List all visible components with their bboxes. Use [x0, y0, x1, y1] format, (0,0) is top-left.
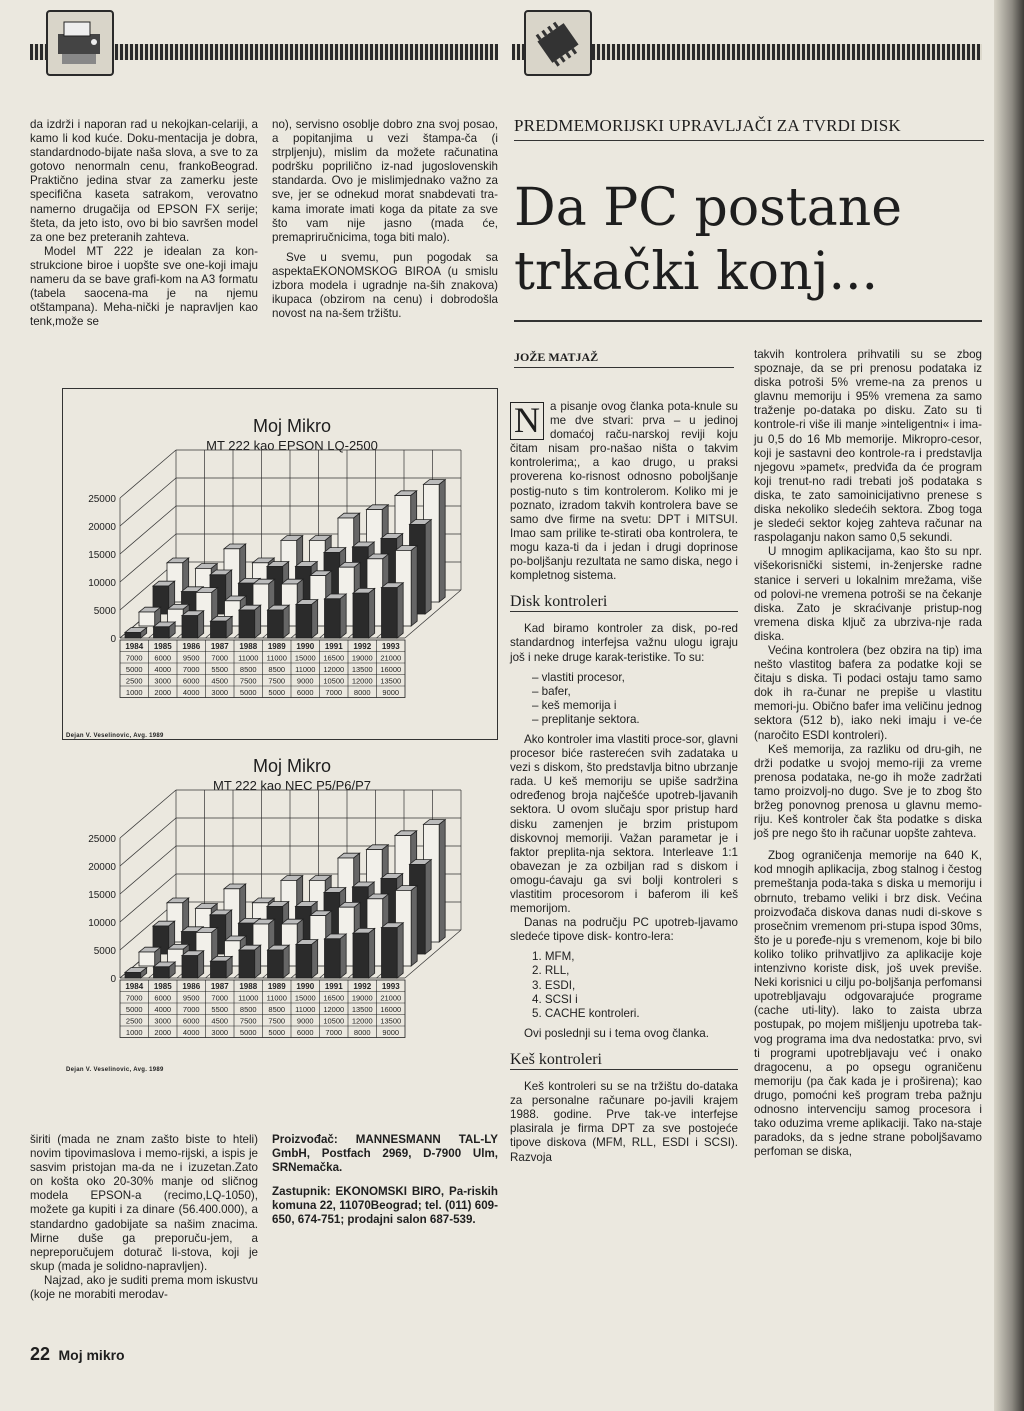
data-label: 4000 [182, 1028, 200, 1037]
headline-line-2: trkački konj... [514, 242, 879, 302]
data-label: 13500 [380, 1016, 402, 1026]
data-label: 9500 [182, 993, 200, 1003]
data-label: 5000 [268, 1028, 286, 1037]
chart-bar [182, 611, 204, 638]
data-label: 9000 [296, 676, 314, 686]
x-tick-label: 1993 [381, 982, 400, 991]
chart-data-table [120, 640, 405, 698]
data-label: 8500 [268, 665, 286, 674]
headline-rule [514, 320, 982, 322]
chart-epson [62, 408, 472, 733]
data-label: 7500 [239, 676, 257, 686]
chart-title: Moj Mikro [252, 416, 332, 436]
data-label: 16500 [323, 653, 345, 663]
data-label: 2500 [125, 676, 143, 686]
chart-bar [296, 940, 318, 978]
y-tick-label: 15000 [88, 890, 116, 901]
y-tick-label: 5000 [93, 946, 116, 957]
list-item: 5. CACHE kontroleri. [532, 1006, 640, 1020]
data-label: 7000 [211, 653, 229, 663]
data-label: 21000 [380, 653, 402, 663]
y-tick-label: 0 [110, 634, 116, 645]
chart-bar [154, 962, 176, 978]
y-tick-label: 0 [110, 974, 116, 985]
data-label: 6000 [296, 688, 314, 697]
chart-bar [353, 588, 375, 638]
chart-bar [154, 622, 176, 638]
data-label: 8500 [239, 1005, 257, 1014]
data-label: 13500 [380, 676, 402, 686]
list-item: 1. MFM, [532, 950, 575, 964]
data-label: 11000 [238, 993, 259, 1003]
paragraph: širiti (mada ne znam zašto biste to hteli) novim tipovimaslova i memo-rijski, a ispis je sasvim pristojan ma-da ne i izuzetan.Zato on košta oko 20-30% manje od sličnog modela EPSON-a (recimo,LQ-1050), možete ga kupiti i za dinare (56.400.000), a standardno gadobijate sa našim znacima. Mirne duše ga preporuču-jem, a nepreporučujem doturač li-stova, koji je skup (mada je solidno-napravljen). [30, 1133, 258, 1273]
manufacturer-info: Proizvođač: MANNESMANN TAL-LY GmbH, Postfach 2969, D-7900 Ulm, SRNemačka. [272, 1133, 498, 1175]
article-author: JOŽE MATJAŽ [514, 350, 734, 368]
x-tick-label: 1990 [296, 982, 315, 991]
data-label: 9000 [296, 1016, 314, 1026]
data-label: 12000 [323, 665, 345, 674]
data-label: 7000 [325, 688, 343, 697]
chart-data-table [120, 980, 405, 1038]
data-label: 1000 [125, 1028, 143, 1037]
data-label: 7500 [268, 1016, 286, 1026]
data-label: 8500 [268, 1005, 286, 1014]
chart-subtitle: MT 222 kao NEC P5/P6/P7 [212, 778, 372, 793]
data-label: 9000 [382, 1028, 400, 1037]
data-label: 11000 [295, 665, 316, 674]
data-label: 5000 [239, 688, 257, 697]
paragraph: Najzad, ako je suditi prema mom iskustvu (koje ne morabiti merodav- [30, 1273, 258, 1302]
x-tick-label: 1988 [239, 642, 258, 651]
x-tick-label: 1985 [153, 642, 172, 651]
headline-line-1: Da PC postane [514, 178, 902, 238]
y-tick-label: 25000 [88, 494, 116, 505]
data-label: 11000 [238, 653, 259, 663]
article-kicker: PREDMEMORIJSKI UPRAVLJAČI ZA TVRDI DISK [514, 116, 984, 141]
data-label: 12000 [323, 1005, 345, 1014]
chart-title: Moj Mikro [252, 756, 332, 776]
chart-bar [325, 934, 347, 978]
data-label: 9500 [182, 653, 200, 663]
paragraph: no), servisno osoblje dobro zna svoj posao, a popitanjima u vezi štampa-ča (i strpljenju), mislim da možete računatina podršku popriličnо iz-nad jugoslovenskih standarda. Ovo je mislimjednako važno za sve, jer se odnekud morat snabdevati tra-kama imorate imati koga da pitate za sve što vam nije jasno (mada će, premapriručnicima, toga biti malo). [272, 118, 498, 244]
paragraph: Keš kontroleri su se na tržištu do-dataka za personalne računare po-javili krajem 1988. godine. Prve tak-ve interfejse plasirala je firma DPT za sve postojeće tipove diskova (MFM, RLL, ESDI i SCSI). Razvoja [510, 1080, 738, 1164]
data-label: 7000 [182, 665, 200, 674]
x-tick-label: 1991 [324, 982, 343, 991]
chart-svg [62, 408, 472, 728]
chart-bar [125, 968, 147, 978]
x-tick-label: 1984 [125, 642, 144, 651]
data-label: 16000 [380, 1005, 402, 1014]
list-item: – vlastiti procesor, [532, 670, 625, 684]
paragraph: Ako kontroler ima vlastiti proce-sor, glavni procesor biće rasterećen svih zadataka u vezi s diskom, što predstavlja bitno ubrzanje rada. U keš memoriju se upiše sadržina određenog broja najčešće upotreb-ljavanih sektora. U ovom slučaju spor pristup hard disku zamenjen je brzim pristupom diskovnoj memoriji. Važan parametar je i faktor preplita-nja sektora. Interleave 1:1 obavezan je za ozbiljan rad s diskom i omogu-ćavaju ga svi bolji kontroleri s vlastitim procesorom i baferom ili keš memorijom. [510, 732, 738, 916]
data-label: 6000 [296, 1028, 314, 1037]
x-tick-label: 1992 [353, 642, 372, 651]
dash-list [510, 671, 738, 727]
printer-icon [46, 10, 114, 76]
chip-icon [524, 10, 592, 76]
data-label: 15000 [294, 993, 316, 1003]
y-tick-label: 10000 [88, 918, 116, 929]
x-tick-label: 1989 [267, 642, 286, 651]
data-label: 5500 [211, 665, 229, 674]
chart-bar [268, 605, 290, 638]
data-label: 11000 [266, 653, 287, 663]
x-tick-label: 1989 [267, 982, 286, 991]
data-label: 6000 [182, 676, 200, 686]
distributor-info: Zastupnik: EKONOMSKI BIRO, Pa-riskih komuna 22, 11070Beograd; tel. (011) 609-650, 674-751; prodajni salon 687-539. [272, 1185, 498, 1227]
paragraph: Keš memorija, za razliku od dru-gih, ne drži podatke u svojoj memo-riji za vreme prenosa podataka, ne-go ih može zadržati tamo proizvolj-no dugo. Sve je to zbog što bržeg ponovnog prenosa u glavnu memo-riju. Keš kontroler čak šta podatke s diska još pre nego što ih računar uopšte zahteva. [754, 742, 982, 841]
y-tick-label: 10000 [88, 578, 116, 589]
column-2-text [272, 118, 498, 321]
chart-credit: Dejan V. Veselinovic, Avg. 1989 [66, 1067, 164, 1073]
data-label: 10500 [323, 1016, 345, 1026]
subheading-kes-kontroleri: Keš kontroleri [510, 1053, 738, 1070]
data-label: 16000 [380, 665, 402, 674]
data-label: 4000 [154, 1005, 172, 1014]
data-label: 7000 [325, 1028, 343, 1037]
data-label: 3000 [211, 688, 229, 697]
paragraph: Ovi poslednji su i tema ovog članka. [524, 1026, 709, 1040]
data-label: 5000 [125, 1005, 143, 1014]
data-label: 3000 [154, 1016, 172, 1026]
subheading-disk-kontroleri: Disk kontroleri [510, 595, 738, 612]
data-label: 8000 [353, 688, 371, 697]
data-label: 5000 [239, 1028, 257, 1037]
intro-paragraph: a pisanje ovog članka pota-knule su me dve stvari: prva – u jedinoj domaćoj raču-narskoj reviji koju čitam nisam pro-našao ništa o takvim kontrolerima;, a kao drugo, u praksi proverena ko-risnost odnosno poboljšanje postig-nuto s tim kontrolerom. Koliko mi je poznato, izradom takvih kontrolera bave se samo dve firme na svetu: DPT i MITSUI. Imao sam prilike te-stirati oba kontrolera, te mogu kaza-ti da i jedan i drugi doprinose po-boljšanju rezultata ne samo diska, nego i kompletnog sistema. [510, 400, 738, 583]
paragraph: Model MT 222 je idealan za kon-strukcione biroe i uopšte sve one-koji imaju nameru da se bave grafi-kom na A3 formatu (tabela saocena-ma je na njemu otštampana). Meha-nički je napravljen kao tenk,može se [30, 244, 258, 329]
paragraph: Danas na području PC upotreb-ljavamo sledeće tipove disk- kontro-lera: [510, 916, 738, 944]
data-label: 7000 [211, 993, 229, 1003]
list-item: – preplitanje sektora. [532, 712, 640, 726]
page-number: 22 [30, 1344, 51, 1364]
data-label: 6000 [182, 1016, 200, 1026]
data-label: 5000 [268, 688, 286, 697]
x-tick-label: 1984 [125, 982, 144, 991]
data-label: 4000 [182, 688, 200, 697]
paragraph: da izdrži i naporan rad u nekojkan-celariji, a kamo li kod kuće. Doku-mentacija je dobra, standardnodo-bijate naša slova, a sve to za gotovo nenormaln cenu, frankoBeograd. Praktično jedina stvar za zamerku jeste specifična kaseta satrakom, verovatno namerno drugačija od EPSON FX serije; šteta, da jeto isto, ovo bi bio savršen model za one bez preteranih zahteva. [30, 118, 258, 244]
data-label: 21000 [380, 993, 402, 1003]
drop-cap: N [510, 402, 544, 440]
y-tick-label: 25000 [88, 834, 116, 845]
x-tick-label: 1985 [153, 982, 172, 991]
x-tick-label: 1990 [296, 642, 315, 651]
chart-subtitle: MT 222 kao EPSON LQ-2500 [206, 438, 378, 453]
data-label: 6000 [154, 653, 172, 663]
list-item: 3. ESDI, [532, 978, 576, 992]
page-footer [30, 1344, 125, 1365]
data-label: 5500 [211, 1005, 229, 1014]
magazine-name: Moj mikro [58, 1347, 125, 1363]
data-label: 6000 [154, 993, 172, 1003]
data-label: 1000 [125, 688, 143, 697]
chart-bar [382, 583, 404, 638]
chart-credit: Dejan V. Veselinovic, Avg. 1989 [66, 733, 164, 739]
data-label: 5000 [125, 665, 143, 674]
data-label: 15000 [294, 653, 316, 663]
paragraph: Sve u svemu, pun pogodak sa aspektaEKONOMSKOG BIROA (u smislu izbora modela i ugradnje na-ših znakova) ikupaca (obzirom na cenu) i dobrodošla novost na na-šem tržištu. [272, 250, 498, 321]
data-label: 11000 [266, 993, 287, 1003]
data-label: 16500 [323, 993, 345, 1003]
data-label: 7000 [125, 993, 143, 1003]
paragraph: Zbog ograničenja memorije na 640 K, kod mnogih aplikacija, zbog stalnog i čestog premeštanja poda-taka s diska u memoriju i obrnuto, trebamo veliki i brz disk. Većina proizvođača diskova danas nudi di-skove s prosečnim vremenom pri-stupa ispod 30ms, što je u poređe-nju s vremenom, koje bi bilo koliko toliko prihvatljivo za aplikacije koje intenzivno koriste disk, još uvek previše. Neki korisnici u cilju po-boljšanja perfomansi upotrebljavaju odgovarajuće programe (cache uti-lity). lako to zaista ubrza postupak, po mojem mišljenju upotreba tak-vog programa ima dva nedostatka: prvo, svi ti programi upotrebljavaju već i onako dragocenu, a po opsegu ograničenu memoriju (pa čak kada je i proširena); kao drugo, pomoćni keš program treba pažnju odnosno intervenciju samog procesora i tako oduzima vreme aplikaciji. Tako na-staje paradoks, da s jedne strane poboljšavamo perfoman se diska, [754, 849, 982, 1159]
data-label: 8500 [239, 665, 257, 674]
list-item: – keš memorija i [532, 698, 617, 712]
column-1-text [30, 118, 258, 329]
chart-bar [211, 616, 233, 638]
data-label: 2000 [154, 688, 172, 697]
x-tick-label: 1986 [182, 982, 201, 991]
list-item: – bafer, [532, 684, 571, 698]
chart-bar [268, 945, 290, 978]
column-4-text [754, 348, 982, 1159]
chart-nec [62, 748, 472, 1073]
y-tick-label: 15000 [88, 550, 116, 561]
data-label: 7500 [239, 1016, 257, 1026]
x-tick-label: 1988 [239, 982, 258, 991]
x-tick-label: 1987 [210, 982, 229, 991]
data-label: 4500 [211, 1016, 229, 1026]
data-label: 19000 [351, 993, 373, 1003]
data-label: 2000 [154, 1028, 172, 1037]
page-spine-shadow [994, 0, 1024, 1411]
paragraph: Kad biramo kontroler za disk, po-red standardnog interfejsa važnu ulogu igraju još i neke druge karak-teristike. To su: [510, 622, 738, 664]
data-label: 8000 [353, 1028, 371, 1037]
data-label: 7000 [125, 653, 143, 663]
data-label: 12000 [351, 1016, 373, 1026]
column-1-bottom-text [30, 1133, 258, 1302]
x-tick-label: 1986 [182, 642, 201, 651]
chart-bar [239, 605, 261, 638]
chart-bar [353, 928, 375, 978]
y-tick-label: 20000 [88, 862, 116, 873]
chart-bar [382, 923, 404, 978]
column-3-text [510, 400, 738, 1165]
chart-bar [182, 951, 204, 978]
numbered-list [510, 950, 738, 1020]
data-label: 2500 [125, 1016, 143, 1026]
paragraph: U mnogim aplikacijama, kao što su npr. višekorisnički sistemi, in-ženjerske radne stanice i serveri u lokalnim mrežama, više od polovi-ne vremena potroši se na čekanje diska. Zato je skraćivanje pristup-nog vremena diska ključ za ubrziva-nje rada diska. [754, 545, 982, 643]
chart-bar [296, 600, 318, 638]
x-tick-label: 1993 [381, 642, 400, 651]
data-label: 13500 [351, 1005, 373, 1014]
list-item: 4. SCSI i [532, 992, 578, 1006]
chart-svg [62, 748, 472, 1068]
chart-bar [211, 956, 233, 978]
data-label: 13500 [351, 665, 373, 674]
data-label: 3000 [211, 1028, 229, 1037]
chart-bar [325, 594, 347, 638]
data-label: 10500 [323, 676, 345, 686]
column-2-bottom-text [272, 1133, 498, 1238]
data-label: 4000 [154, 665, 172, 674]
data-label: 4500 [211, 676, 229, 686]
data-label: 7000 [182, 1005, 200, 1014]
paragraph: takvih kontrolera prihvatili su se zbog spoznaje, da se pri prenosu podataka iz diska potroši 5% vreme-na za prenos u glavnu memoriju i 95% vremena za samo traženje po-dataka po disku. Zato su ti kontrole-ri više ili manje »inteligentni« i ima-ju 0,5 do 16 Mb memorije. Mikropro-cesor, koji je sastavni deo kontrole-ra i predstavlja njegovu »pamet«, predviđa da će program koji trenut-no radi trebati još podataka s diska, te zato samoinicijativno prenese s diska nekoliko sledećih sektora. Zbog toga je sledeći sektor kojeg zahteva računar na raspolaganju nakon samo 0,5 sekundi. [754, 348, 982, 545]
data-label: 7500 [268, 676, 286, 686]
data-label: 9000 [382, 688, 400, 697]
list-item: 2. RLL, [532, 964, 570, 978]
y-tick-label: 20000 [88, 522, 116, 533]
data-label: 3000 [154, 676, 172, 686]
chart-bar [239, 945, 261, 978]
article-headline [514, 176, 984, 304]
y-tick-label: 5000 [93, 606, 116, 617]
data-label: 11000 [295, 1005, 316, 1014]
x-tick-label: 1991 [324, 642, 343, 651]
paragraph: Većina kontrolera (bez obzira na tip) ima nešto vlastitog bafera za podatke koji se čitaju s diska. Ti podaci ostaju tamo samo dok ih ra-čunar ne prepiše u vlastitu memori-ju. Obično bafer ima veličinu jednog sektora (512 b), iako neki imaju i ve-će (naročito ESDI kontroleri). [754, 643, 982, 742]
x-tick-label: 1987 [210, 642, 229, 651]
x-tick-label: 1992 [353, 982, 372, 991]
chart-bar [125, 628, 147, 638]
data-label: 19000 [351, 653, 373, 663]
data-label: 12000 [351, 676, 373, 686]
